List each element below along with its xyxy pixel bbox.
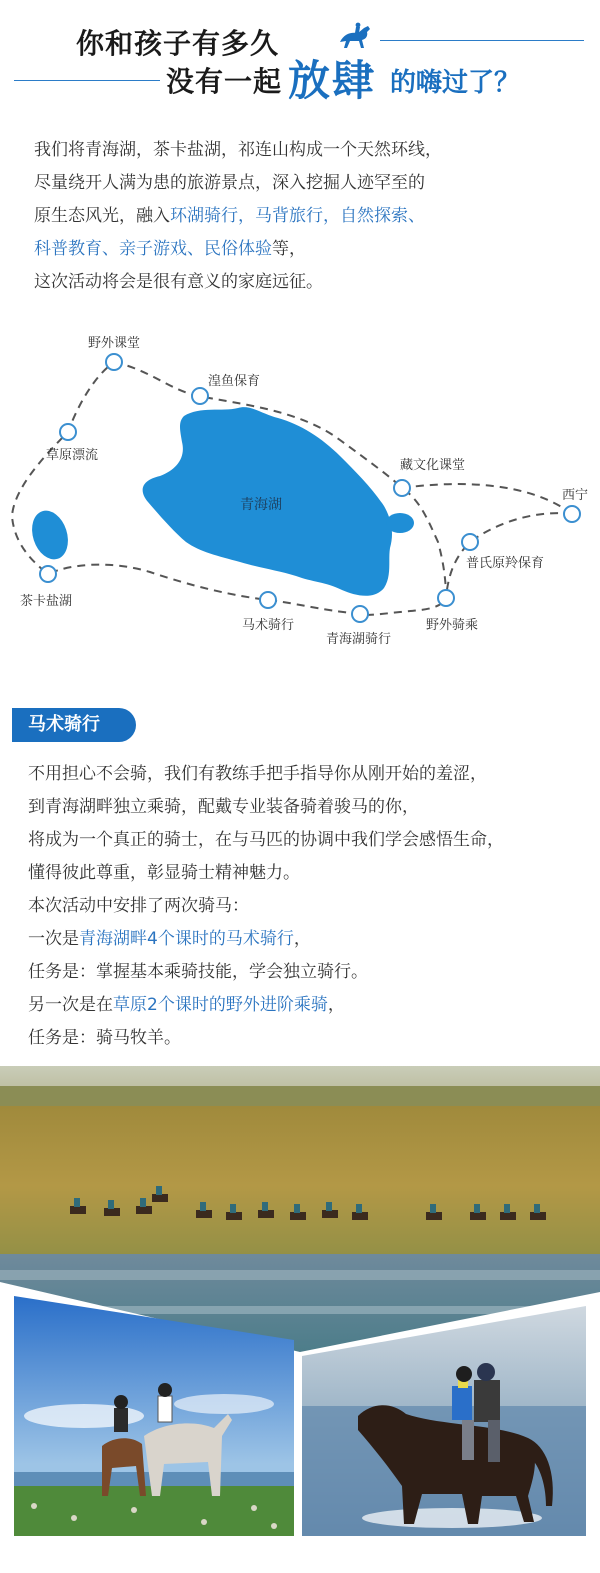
riding-line: 任务是：骑马牧羊。: [28, 1028, 181, 1048]
route-branch-east: [402, 484, 572, 514]
small-lake-shape: [386, 513, 414, 533]
label-gazelle: 普氏原羚保育: [466, 556, 545, 571]
label-culture: 藏文化课堂: [400, 458, 466, 473]
stop-node-fish: [192, 388, 208, 404]
header-rule-right: [380, 40, 584, 41]
label-horse-riding: 马术骑行: [242, 618, 295, 633]
intro-line: 尽量绕开人满为患的旅游景点，深入挖掘人迹罕至的: [34, 173, 425, 193]
riding-text: ，: [293, 929, 311, 949]
riding-highlight: 青海湖畔4个课时的马术骑行: [79, 929, 294, 949]
title-highlight: 放肆: [288, 56, 377, 105]
chaka-salt-lake-shape: [26, 506, 74, 564]
header-rule-left: [14, 80, 160, 81]
riding-text: 另一次是在: [28, 995, 113, 1015]
riding-line: 本次活动中安排了两次骑马：: [28, 896, 249, 916]
label-lake: 青海湖: [240, 497, 282, 513]
riding-line: 懂得彼此尊重，彰显骑士精神魅力。: [28, 863, 300, 883]
intro-text: 等，: [272, 239, 306, 259]
riding-highlight: 草原2个课时的野外进阶乘骑: [113, 995, 328, 1015]
intro-paragraph: [34, 134, 574, 299]
title-tail: 的嗨过了？: [390, 68, 521, 98]
label-wild-ride: 野外骑乘: [426, 618, 479, 633]
lake-riders-photo-right: [302, 1296, 586, 1536]
riding-line: 任务是：掌握基本乘骑技能，学会独立骑行。: [28, 962, 368, 982]
stop-node-gazelle: [462, 534, 478, 550]
title-line1: 你和孩子有多久: [76, 27, 280, 60]
title-line2: 没有一起: [166, 65, 283, 98]
riding-line: [28, 989, 588, 1022]
stop-node-lake-riding: [352, 606, 368, 622]
label-chaka: 茶卡盐湖: [20, 594, 73, 609]
label-lake-riding: 青海湖骑行: [326, 632, 392, 647]
intro-highlight: 科普教育、亲子游戏、民俗体验: [34, 239, 272, 259]
intro-line: [34, 233, 574, 266]
riding-text: 一次是: [28, 929, 79, 949]
riding-line: 将成为一个真正的骑士，在与马匹的协调中我们学会感悟生命，: [28, 830, 504, 850]
riding-line: [28, 923, 588, 956]
stop-node-xining: [564, 506, 580, 522]
riding-text: ，: [327, 995, 345, 1015]
section-badge: 马术骑行: [12, 708, 136, 742]
lake-riders-photo-left: [14, 1296, 294, 1536]
label-outdoor-class: 野外课堂: [88, 336, 141, 351]
stop-node-horse-riding: [260, 592, 276, 608]
intro-highlight: 环湖骑行，马背旅行，自然探索、: [170, 206, 425, 226]
label-fish: 湟鱼保育: [208, 374, 261, 389]
stop-node-outdoor-class: [106, 354, 122, 370]
stop-node-wild-ride: [438, 590, 454, 606]
intro-line: [34, 200, 574, 233]
route-map: [0, 320, 600, 660]
intro-line: 这次活动将会是很有意义的家庭远征。: [34, 272, 323, 292]
riding-line: 不用担心不会骑，我们有教练手把手指导你从刚开始的羞涩，: [28, 764, 487, 784]
stop-node-culture: [394, 480, 410, 496]
intro-text: 原生态风光，融入: [34, 206, 170, 226]
label-xining: 西宁: [562, 488, 589, 503]
riding-description: [28, 758, 588, 1055]
stop-node-grass-rafting: [60, 424, 76, 440]
label-grass-rafting: 草原漂流: [46, 448, 99, 463]
intro-line: 我们将青海湖，茶卡盐湖，祁连山构成一个天然环线，: [34, 140, 442, 160]
stop-node-chaka: [40, 566, 56, 582]
horse-rider-icon: [336, 22, 376, 50]
riding-line: 到青海湖畔独立乘骑，配戴专业装备骑着骏马的你，: [28, 797, 419, 817]
